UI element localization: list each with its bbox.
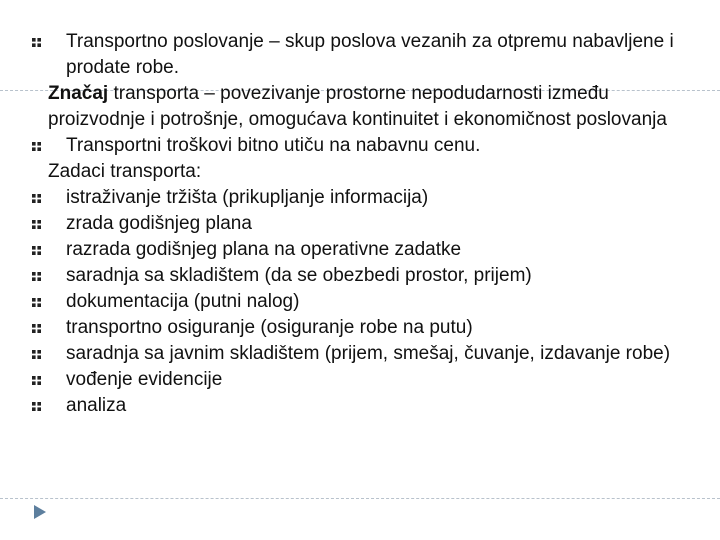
list-item [30, 263, 710, 289]
item-text: vođenje evidencije [66, 369, 223, 390]
item-strong-text: Značaj [48, 83, 109, 104]
fleuron-bullet-icon [32, 376, 41, 385]
list-item [30, 315, 710, 341]
item-text: transportno osiguranje (osiguranje robe na putu) [66, 317, 473, 338]
fleuron-bullet-icon [32, 246, 41, 255]
heading-text: Zadaci transporta: [48, 161, 202, 182]
section-heading [30, 159, 710, 185]
item-text: dokumentacija (putni nalog) [66, 291, 300, 312]
item-text: istraživanje tržišta (prikupljanje informacija) [66, 187, 429, 208]
list-item [30, 237, 710, 263]
item-text: Transportno poslovanje – skup poslova vezanih za otpremu nabavljene i prodate robe. [66, 31, 674, 78]
item-text: transporta – povezivanje prostorne nepodudarnosti između proizvodnje i potrošnje, omogućava kontinuitet i ekonomičnost poslovanja [48, 83, 667, 130]
fleuron-bullet-icon [32, 402, 41, 411]
fleuron-bullet-icon [32, 350, 41, 359]
list-item [30, 185, 710, 211]
fleuron-bullet-icon [32, 324, 41, 333]
list-item [30, 211, 710, 237]
fleuron-bullet-icon [32, 194, 41, 203]
item-text: saradnja sa javnim skladištem (prijem, smešaj, čuvanje, izdavanje robe) [66, 343, 671, 364]
list-item [30, 289, 710, 315]
list-item [30, 367, 710, 393]
bottom-divider [0, 498, 720, 499]
item-text: Transportni troškovi bitno utiču na nabavnu cenu. [66, 135, 481, 156]
item-text: zrada godišnjeg plana [66, 213, 252, 234]
slide-content [30, 29, 710, 419]
play-arrow-icon[interactable] [32, 504, 48, 520]
list-item [30, 393, 710, 419]
fleuron-bullet-icon [32, 142, 41, 151]
fleuron-bullet-icon [32, 220, 41, 229]
fleuron-bullet-icon [32, 272, 41, 281]
item-text: razrada godišnjeg plana na operativne zadatke [66, 239, 462, 260]
item-text: analiza [66, 395, 127, 416]
fleuron-bullet-icon [32, 38, 41, 47]
list-item [30, 341, 710, 367]
list-item [30, 81, 710, 133]
list-item [30, 133, 710, 159]
fleuron-bullet-icon [32, 298, 41, 307]
item-text: saradnja sa skladištem (da se obezbedi prostor, prijem) [66, 265, 532, 286]
list-item [30, 29, 710, 81]
